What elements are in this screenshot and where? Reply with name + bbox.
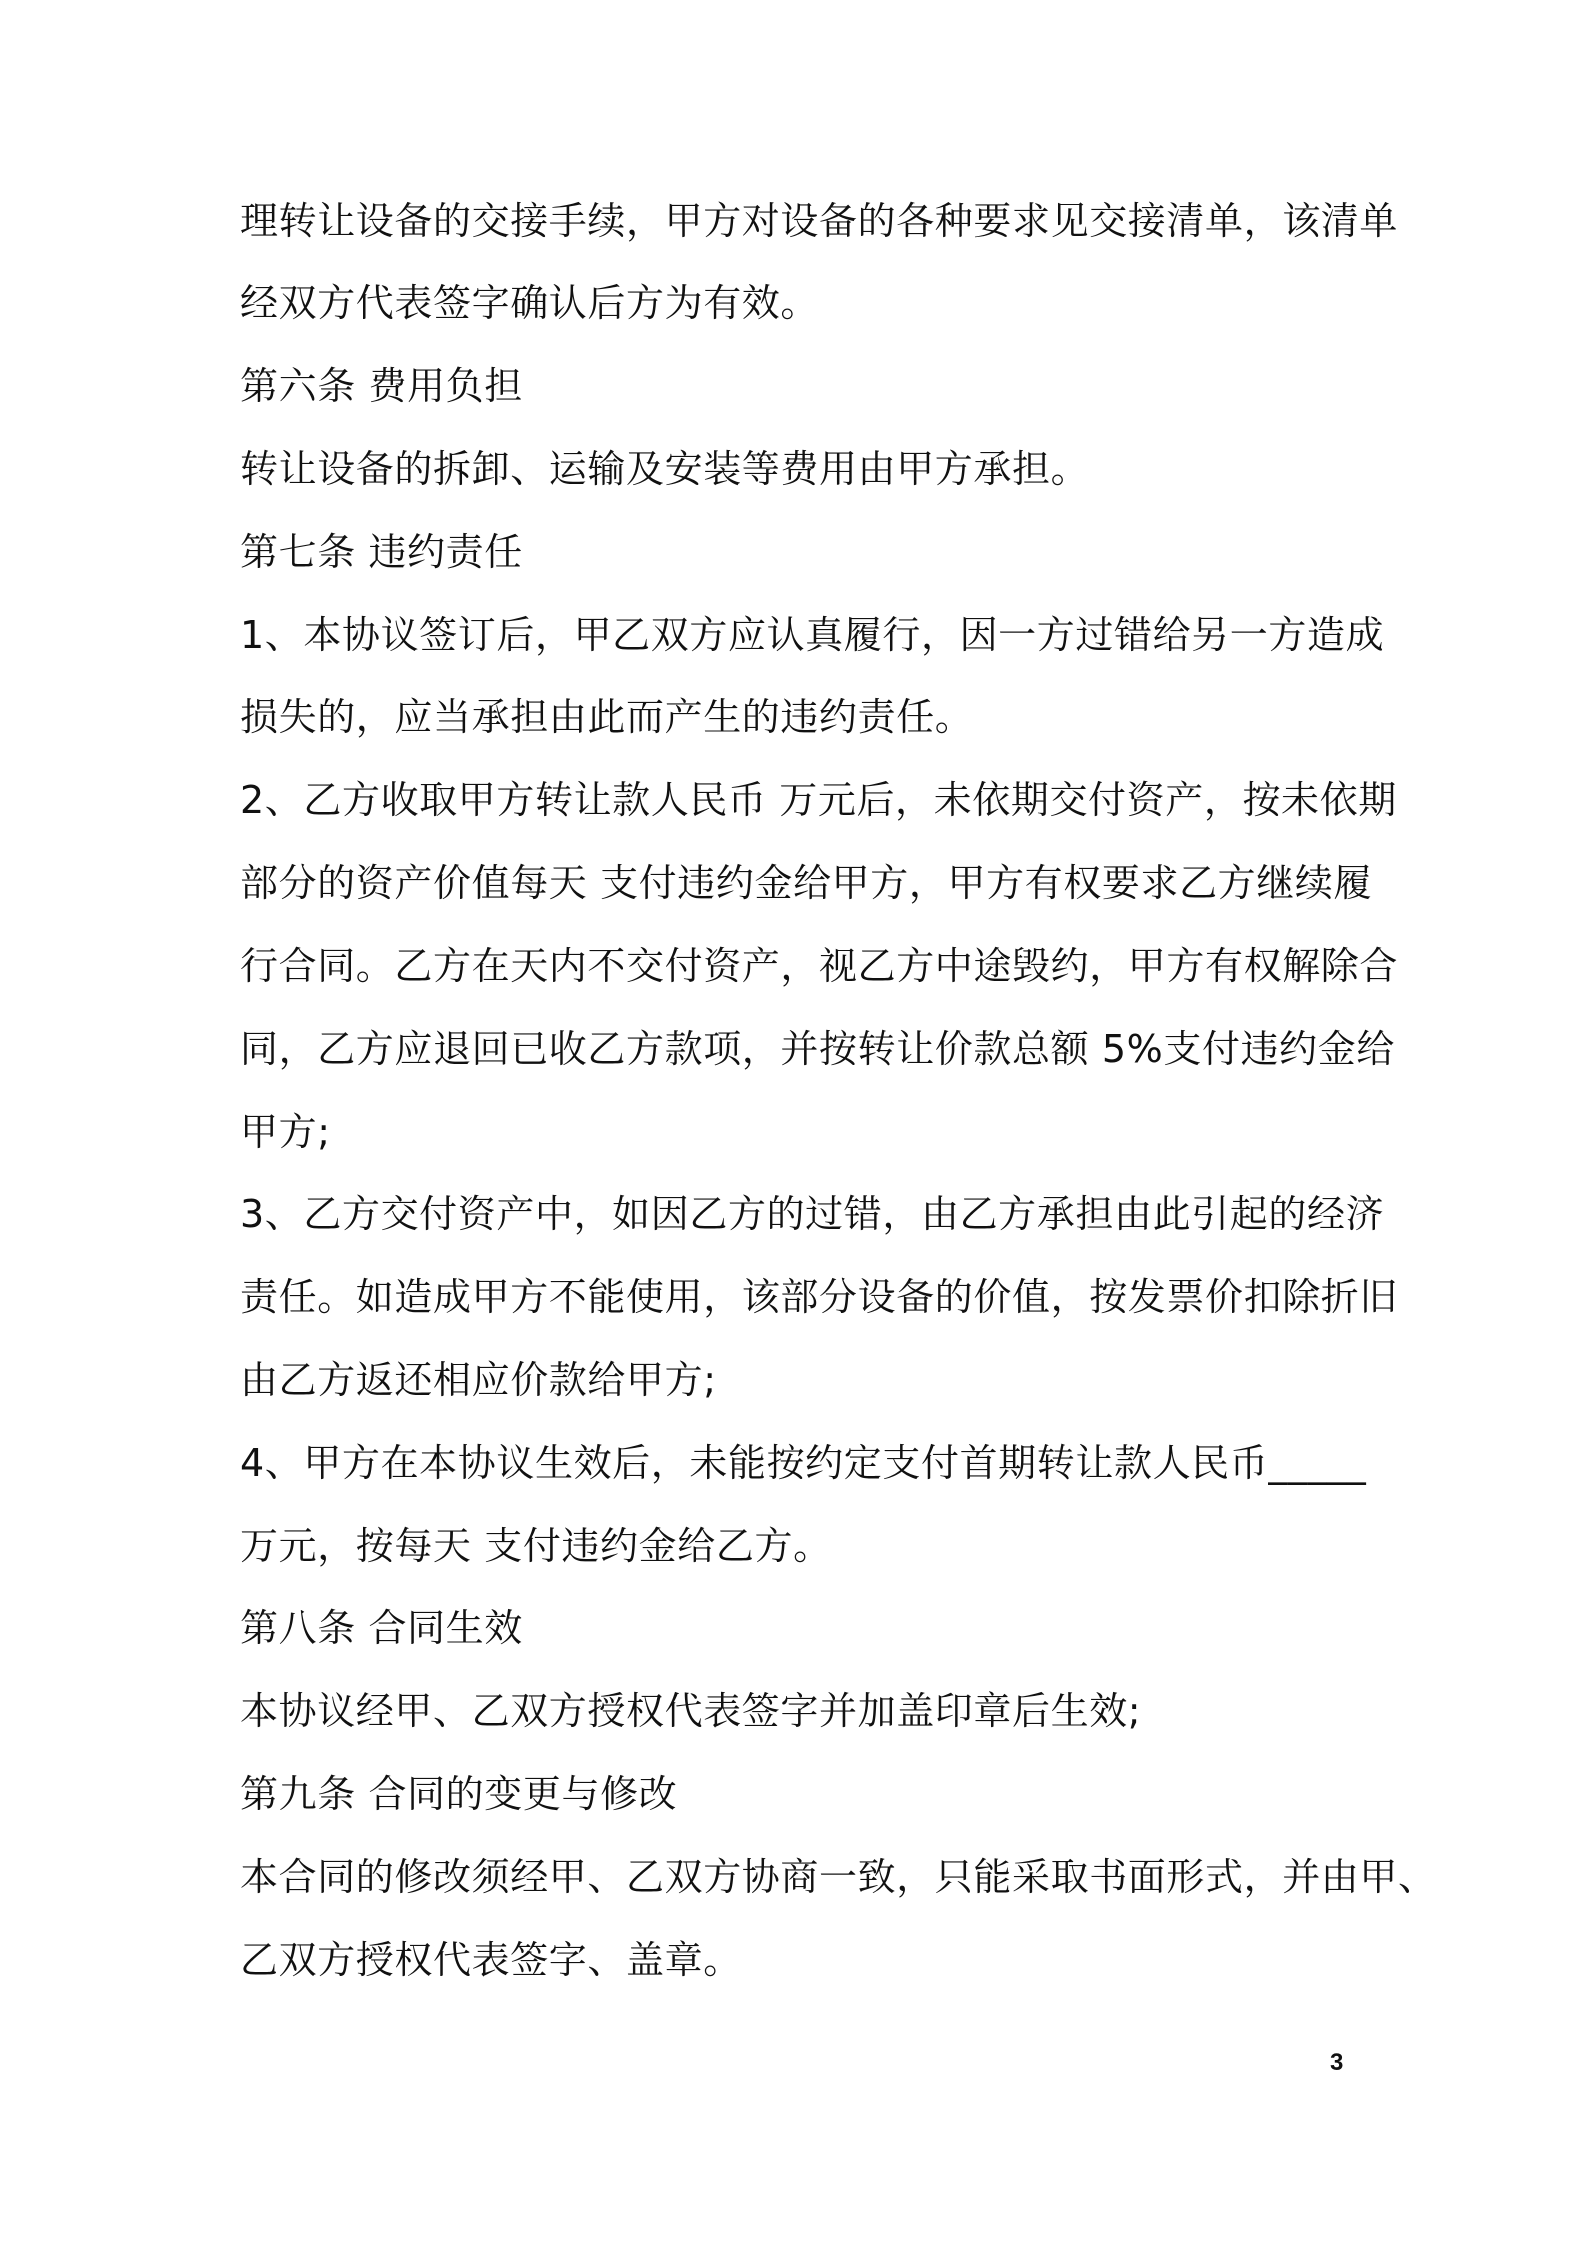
text-line: 1、本协议签订后，甲乙双方应认真履行，因一方过错给另一方造成 xyxy=(240,613,1385,657)
section-heading: 第八条 合同生效 xyxy=(240,1606,523,1650)
text-line: 3、乙方交付资产中，如因乙方的过错，由乙方承担由此引起的经济 xyxy=(240,1192,1385,1236)
text-line: 理转让设备的交接手续，甲方对设备的各种要求见交接清单，该清单 xyxy=(240,199,1399,243)
text-line: 2、乙方收取甲方转让款人民币 万元后，未依期交付资产，按未依期 xyxy=(240,778,1397,822)
page-number: 3 xyxy=(1330,2049,1344,2076)
text-line: 本合同的修改须经甲、乙双方协商一致，只能采取书面形式，并由甲、 xyxy=(240,1855,1437,1899)
text-line: 4、甲方在本协议生效后，未能按约定支付首期转让款人民币_____ xyxy=(240,1441,1367,1485)
text-line: 乙双方授权代表签字、盖章。 xyxy=(240,1938,742,1982)
text-line: 同，乙方应退回已收乙方款项，并按转让价款总额 5%支付违约金给 xyxy=(240,1027,1395,1071)
section-heading: 第七条 违约责任 xyxy=(240,530,523,574)
text-line: 部分的资产价值每天 支付违约金给甲方，甲方有权要求乙方继续履 xyxy=(240,861,1373,905)
section-heading: 第九条 合同的变更与修改 xyxy=(240,1772,678,1816)
text-line: 甲方; xyxy=(240,1110,331,1154)
text-line: 转让设备的拆卸、运输及安装等费用由甲方承担。 xyxy=(240,447,1090,491)
text-line: 本协议经甲、乙双方授权代表签字并加盖印章后生效; xyxy=(240,1689,1142,1733)
text-line: 责任。如造成甲方不能使用，该部分设备的价值，按发票价扣除折旧 xyxy=(240,1275,1399,1319)
text-line: 由乙方返还相应价款给甲方; xyxy=(240,1358,717,1402)
text-line: 损失的，应当承担由此而产生的违约责任。 xyxy=(240,695,974,739)
text-line: 万元，按每天 支付违约金给乙方。 xyxy=(240,1524,832,1568)
section-heading: 第六条 费用负担 xyxy=(240,364,523,408)
text-line: 行合同。乙方在天内不交付资产，视乙方中途毁约，甲方有权解除合 xyxy=(240,944,1399,988)
text-line: 经双方代表签字确认后方为有效。 xyxy=(240,281,820,325)
